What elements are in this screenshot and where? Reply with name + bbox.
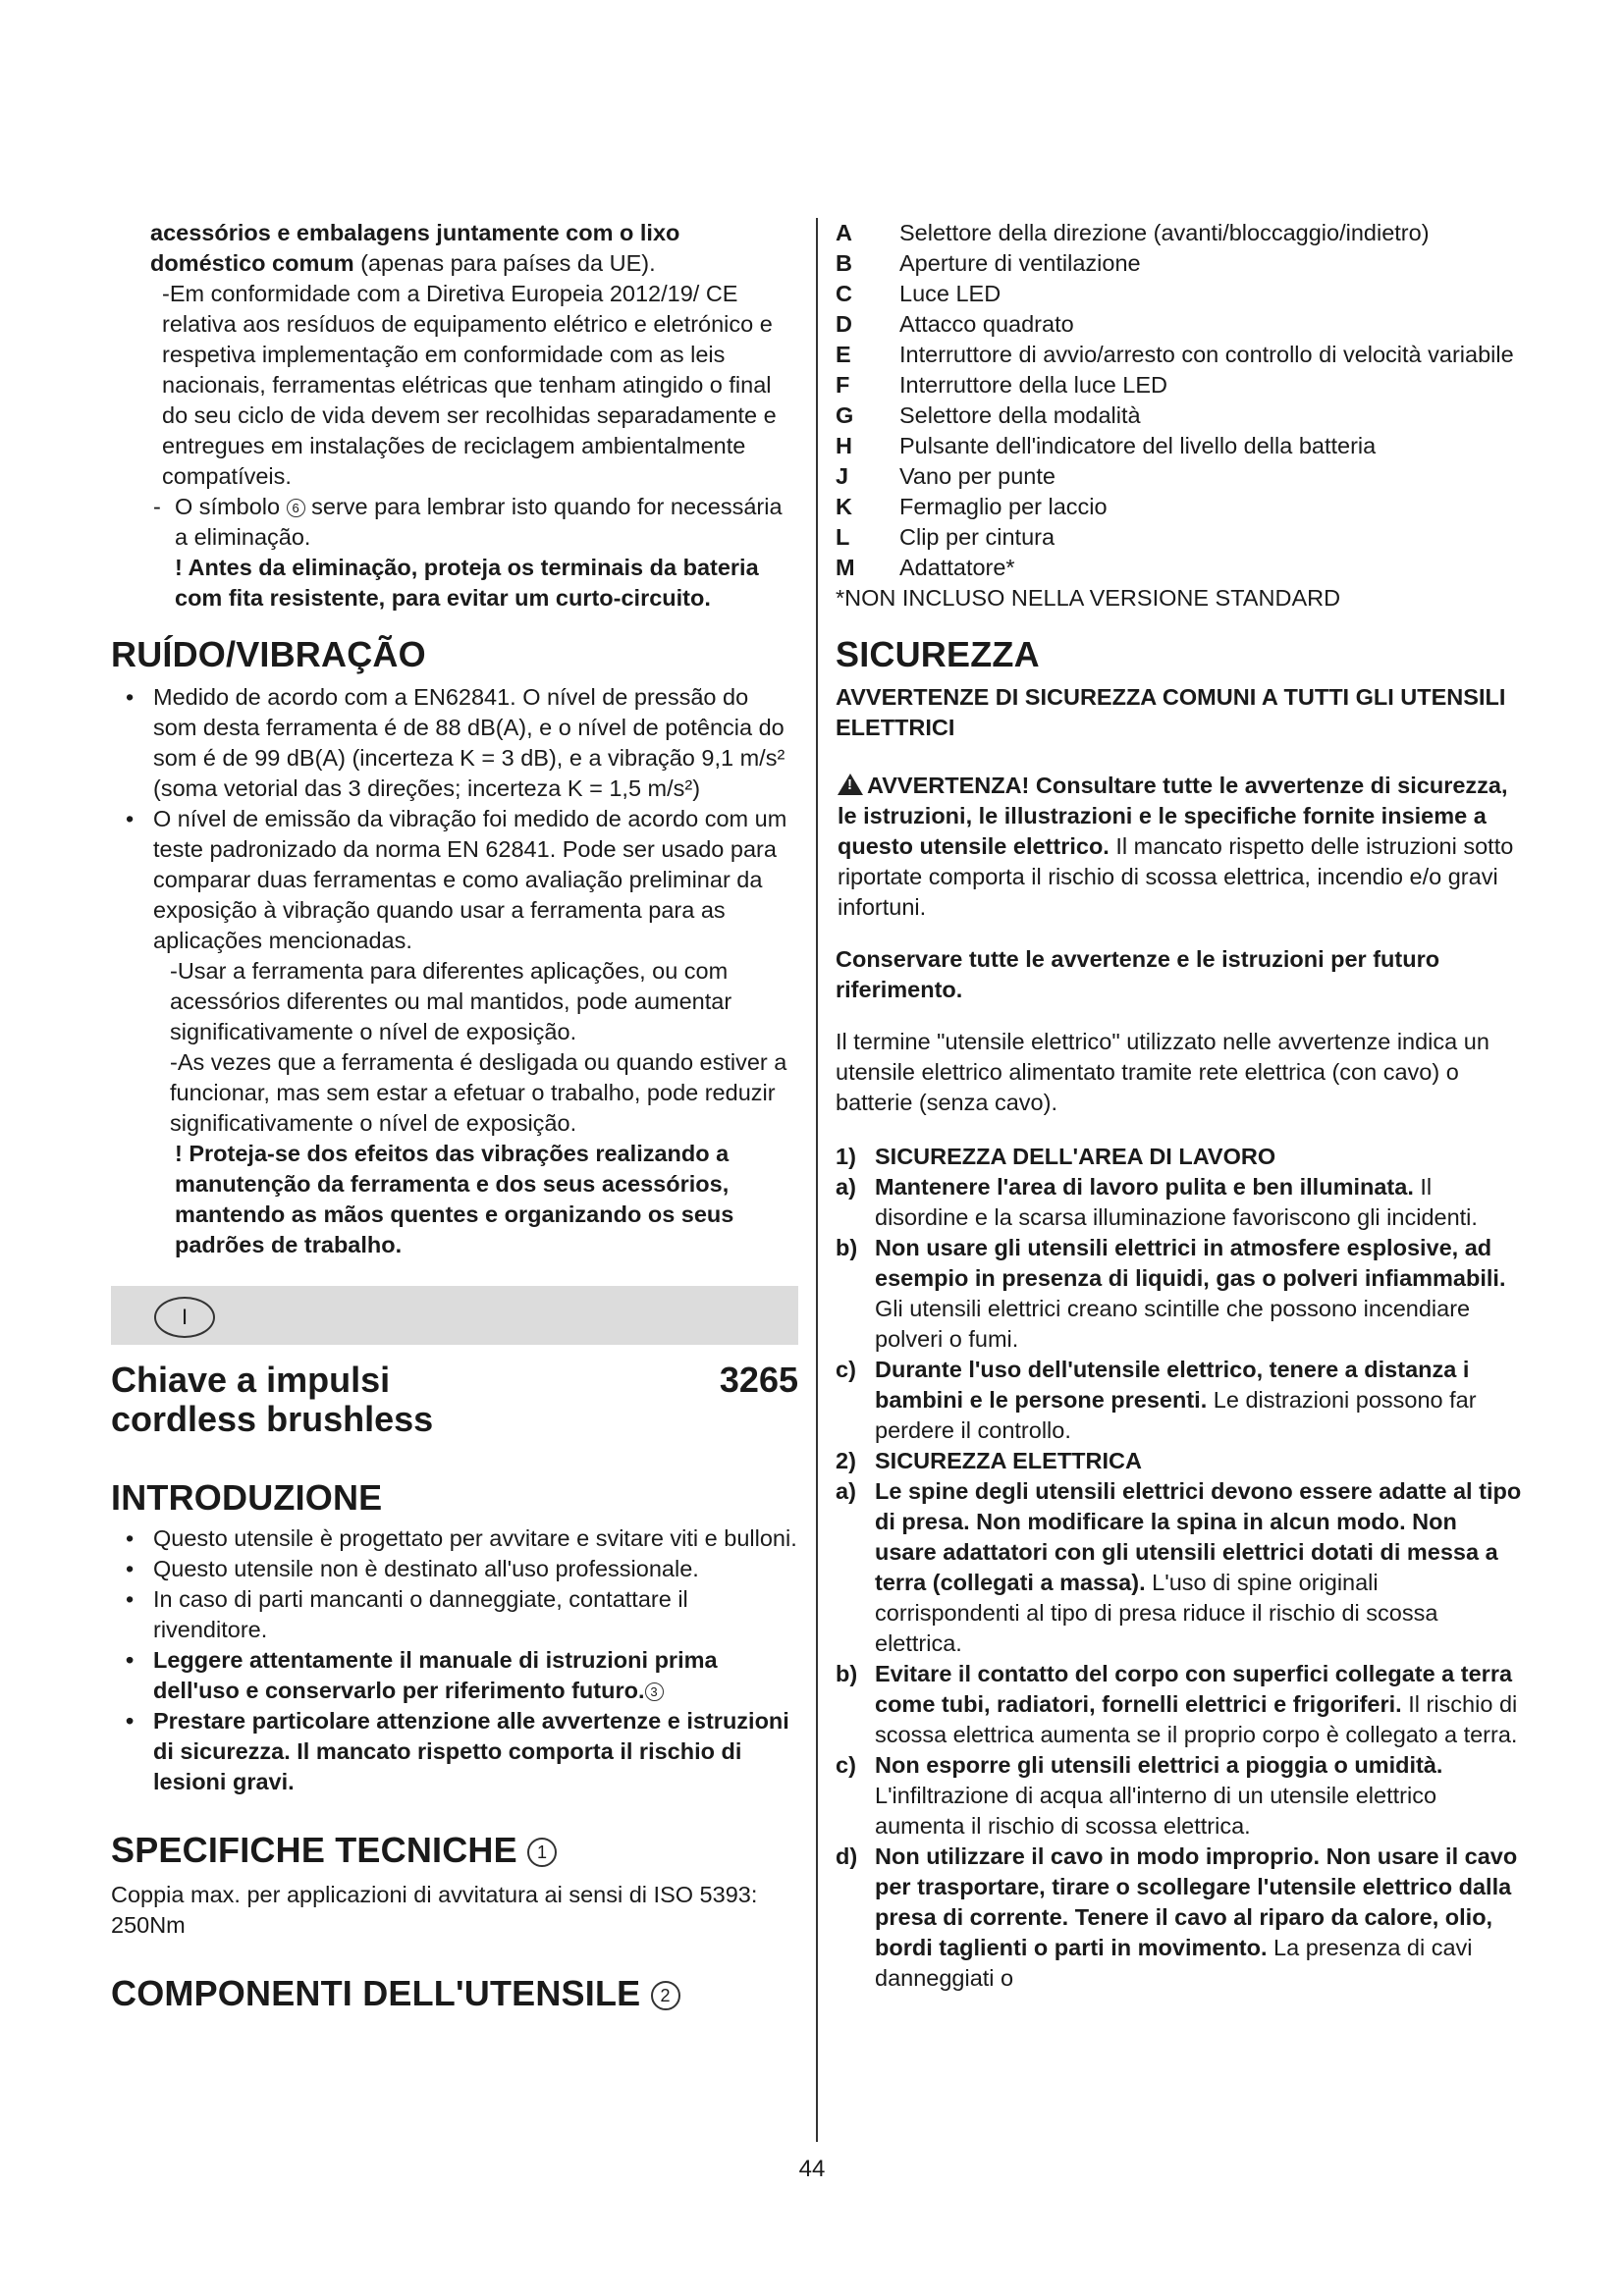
disposal-paragraph: acessórios e embalagens juntamente com o lixo doméstico comum (apenas para países da UE). — [150, 220, 680, 276]
heading-componenti: COMPONENTI DELL'UTENSILE 2 — [111, 1972, 798, 2015]
model-number: 3265 — [719, 1360, 798, 1400]
vibration-note-2: -As vezes que a ferramenta é desligada ou quando estiver a funcionar, mas sem estar a efetuar o trabalho, pode reduzir significativamente o nível de exposição. — [170, 1049, 787, 1136]
definition-text: Il termine "utensile elettrico" utilizzato nelle avvertenze indica un utensile elettrico alimentato tramite rete elettrica (con cavo) o batterie (senza cavo). — [836, 1029, 1489, 1115]
component-item: F Interruttore della luce LED — [836, 372, 1168, 398]
component-item: J Vano per punte — [836, 463, 1056, 489]
not-included-note: *NON INCLUSO NELLA VERSIONE STANDARD — [836, 585, 1341, 611]
heading-sicurezza: SICUREZZA — [836, 634, 1040, 674]
language-bar — [111, 1286, 798, 1345]
conserve-note: Conservare tutte le avvertenze e le istruzioni per futuro riferimento. — [836, 946, 1440, 1002]
list-item: • Prestare particolare attenzione alle avvertenze e istruzioni di sicurezza. Il mancato rispetto comporta il rischio di lesioni gravi. — [126, 1708, 789, 1794]
list-item: • Medido de acordo com a EN62841. O nível de pressão do som desta ferramenta é de 88 dB(A), e o nível de potência do som é de 99 dB(A) (incerteza K = 3 dB), e a vibração 9,1 m/s² (soma vetorial das 3 direções; incerteza K = 1,5 m/s²) — [126, 684, 785, 801]
component-item: C Luce LED — [836, 281, 1001, 306]
list-item: • In caso di parti mancanti o danneggiate, contattare il rivenditore. — [126, 1586, 688, 1642]
product-title — [111, 1361, 798, 1439]
heading-introduzione: INTRODUZIONE — [111, 1477, 383, 1518]
component-list — [836, 218, 1523, 583]
component-item: G Selettore della modalità — [836, 402, 1141, 428]
disposal-warning: ! Antes da eliminação, proteja os terminais da bateria com fita resistente, para evitar um curto-circuito. — [175, 555, 759, 611]
section-2-heading: 2) SICUREZZA ELETTRICA — [836, 1448, 1142, 1473]
safety-rule: b) Non usare gli utensili elettrici in atmosfere esplosive, ad esempio in presenza di liquidi, gas o polveri infiammabili. Gli utensili elettrici creano scintille che possono incendiare polveri o fumi. — [836, 1235, 1506, 1352]
column-divider — [816, 218, 818, 2142]
section-1-heading: 1) SICUREZZA DELL'AREA DI LAVORO — [836, 1144, 1276, 1169]
safety-rule: a) Le spine degli utensili elettrici devono essere adatte al tipo di presa. Non modificare la spina in alcun modo. Non usare adattatori con gli utensili elettrici dotati di messa a terra (collegati a massa). L'uso di spine originali corrispondenti al tipo di presa riduce il rischio di scossa elettrica. — [836, 1478, 1522, 1656]
section-1-list — [836, 1172, 1523, 1446]
safety-rule: d) Non utilizzare il cavo in modo improprio. Non usare il cavo per trasportare, tirare o scollegare l'utensile elettrico dalla presa di corrente. Tenere il cavo al riparo da calore, olio, bordi taglienti o parti in movimento. La presenza di cavi danneggiati o — [836, 1843, 1518, 1991]
title-line-1: Chiave a impulsi — [111, 1360, 391, 1400]
component-item: E Interruttore di avvio/arresto con controllo di velocità variabile — [836, 342, 1514, 367]
warning-triangle-icon: ! — [838, 774, 863, 795]
safety-rule: c) Durante l'uso dell'utensile elettrico, tenere a distanza i bambini e le persone presenti. Le distrazioni possono far perdere il controllo. — [836, 1357, 1477, 1443]
component-item: H Pulsante dell'indicatore del livello della batteria — [836, 433, 1377, 458]
section-2-list — [836, 1476, 1523, 1994]
language-code-badge: I — [154, 1297, 215, 1338]
component-item: L Clip per cintura — [836, 524, 1056, 550]
safety-subheading: AVVERTENZE DI SICUREZZA COMUNI A TUTTI GLI UTENSILI ELETTRICI — [836, 684, 1506, 740]
symbol-reminder: - O símbolo 6 serve para lembrar isto quando for necessária a eliminação. — [153, 494, 783, 550]
component-item: M Adattatore* — [836, 555, 1015, 580]
heading-specifiche: SPECIFICHE TECNICHE 1 — [111, 1829, 798, 1872]
spec-text: Coppia max. per applicazioni di avvitatura ai sensi di ISO 5393: 250Nm — [111, 1882, 758, 1938]
component-item: B Aperture di ventilazione — [836, 250, 1141, 276]
component-item: D Attacco quadrato — [836, 311, 1074, 337]
figure-ref-6-icon: 6 — [287, 499, 305, 517]
list-item: • Leggere attentamente il manuale di istruzioni prima dell'uso e conservarlo per riferimento futuro. 3 — [126, 1647, 718, 1703]
figure-ref-1-icon: 1 — [527, 1838, 557, 1867]
safety-rule: b) Evitare il contatto del corpo con superfici collegate a terra come tubi, radiatori, fornelli elettrici e frigoriferi. Il rischio di scossa elettrica aumenta se il proprio corpo è collegato a terra. — [836, 1661, 1518, 1747]
figure-ref-2-icon: 2 — [651, 1981, 680, 2010]
heading-ruido-vibracao: RUÍDO/VIBRAÇÃO — [111, 634, 426, 674]
component-item: K Fermaglio per laccio — [836, 494, 1108, 519]
vibration-note-1: -Usar a ferramenta para diferentes aplicações, ou com acessórios diferentes ou mal mantidos, pode aumentar significativamente o nível de exposição. — [170, 958, 732, 1044]
right-column — [836, 218, 1523, 1994]
safety-rule: c) Non esporre gli utensili elettrici a pioggia o umidità. L'infiltrazione di acqua all'interno di un utensile elettrico aumenta il rischio di scossa elettrica. — [836, 1752, 1443, 1839]
list-item: • Questo utensile non è destinato all'uso professionale. — [126, 1556, 699, 1581]
component-item: A Selettore della direzione (avanti/bloccaggio/indietro) — [836, 220, 1430, 245]
list-item: • Questo utensile è progettato per avvitare e svitare viti e bulloni. — [126, 1525, 797, 1551]
page-number: 44 — [798, 2156, 826, 2182]
vibration-warning: ! Proteja-se dos efeitos das vibrações realizando a manutenção da ferramenta e dos seus acessórios, mantendo as mãos quentes e organizando os seus padrões de trabalho. — [175, 1141, 734, 1257]
left-column — [111, 218, 798, 2015]
weee-directive-text: -Em conformidade com a Diretiva Europeia 2012/19/ CE relativa aos resíduos de equipamento elétrico e eletrónico e respetiva implementação em conformidade com as leis nacionais, ferramentas elétricas que tenham atingido o final do seu ciclo de vida devem ser recolhidas separadamente e entregues em instalações de reciclagem ambientalmente compatíveis. — [162, 281, 777, 489]
safety-rule: a) Mantenere l'area di lavoro pulita e ben illuminata. Il disordine e la scarsa illuminazione favoriscono gli incidenti. — [836, 1174, 1478, 1230]
title-line-2: cordless brushless — [111, 1399, 434, 1439]
general-warning: ! AVVERTENZA! Consultare tutte le avvertenze di sicurezza, le istruzioni, le illustrazioni e le specifiche fornite insieme a questo utensile elettrico. Il mancato rispetto delle istruzioni sotto riportate comporta il rischio di scossa elettrica, incendio e/o gravi infortuni. — [838, 773, 1514, 920]
figure-ref-3-icon: 3 — [645, 1682, 664, 1701]
list-item: • O nível de emissão da vibração foi medido de acordo com um teste padronizado da norma EN 62841. Pode ser usado para comparar duas ferramentas e como avaliação preliminar da exposição à vibração quando usar a ferramenta para as aplicações mencionadas. — [126, 806, 787, 953]
